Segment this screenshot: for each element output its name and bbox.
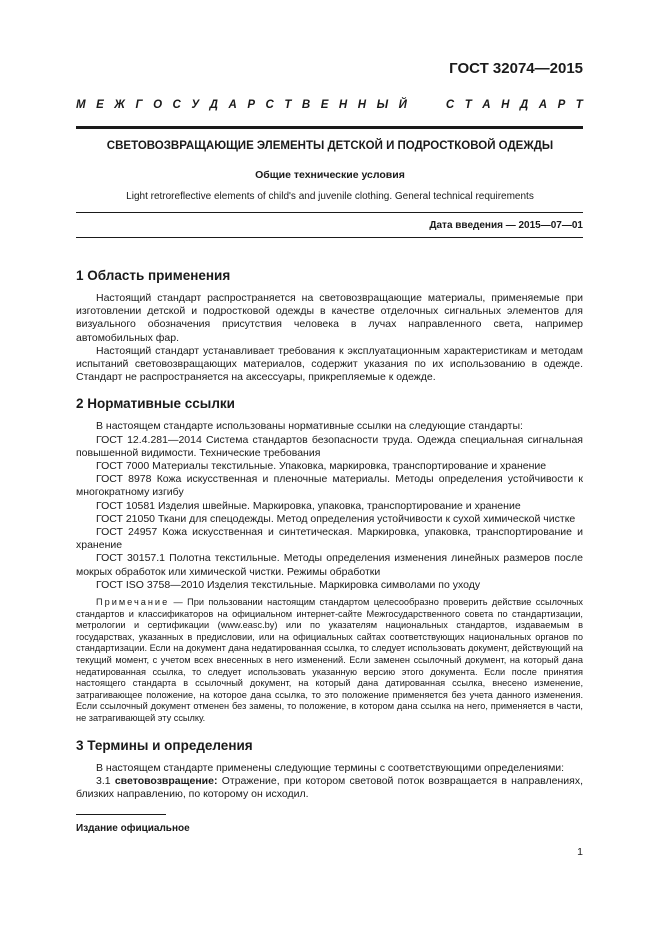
banner-letter: Т <box>575 99 583 111</box>
standard-number: ГОСТ 32074—2015 <box>449 60 583 77</box>
banner-letter: О <box>153 99 163 111</box>
banner-letter: У <box>191 99 200 111</box>
banner-letter: Н <box>501 99 510 111</box>
reference-item: ГОСТ 24957 Кожа искусственная и синтетическая. Маркировка, упаковка, транспортирование и хранение <box>76 526 583 552</box>
section-heading: 1 Область применения <box>76 268 231 283</box>
banner-letter: Г <box>135 99 143 111</box>
reference-item: ГОСТ 8978 Кожа искусственная и пленочные материалы. Методы определения устойчивости к многократному изгибу <box>76 473 583 499</box>
reference-item: ГОСТ 12.4.281—2014 Система стандартов безопасности труда. Одежда специальная сигнальная повышенной видимости. Технические требования <box>76 433 583 459</box>
banner-letter: Т <box>284 99 292 111</box>
banner-gap <box>417 99 435 111</box>
banner-letter: Т <box>464 99 472 111</box>
date-divider <box>76 237 583 238</box>
english-title: Light retroreflective elements of child's and juvenile clothing. General technical requirements <box>126 191 534 202</box>
paragraph: Настоящий стандарт устанавливает требования к эксплуатационным характеристикам и методам испытаний световозвращающих материалов, содержит указания по их использованию в одежде. Стандарт не распространяется на аксессуары, прикрепляемые к одежде. <box>76 344 583 384</box>
banner-letter: А <box>228 99 237 111</box>
paragraph: Настоящий стандарт распространяется на световозвращающие материалы, применяемые при изготовлении детской и подростковой одежды в качестве отделочных сигнальных элементов для визуального обозначения присутствия человека в лучах направленного света, например автомобильных фар. <box>76 292 583 344</box>
title-divider <box>76 212 583 213</box>
page-number: 1 <box>577 846 583 858</box>
banner-letter: Ж <box>114 99 125 111</box>
section-heading: 2 Нормативные ссылки <box>76 396 235 412</box>
paragraph: В настоящем стандарте использованы нормативные ссылки на следующие стандарты: <box>96 420 523 433</box>
footer-divider <box>76 814 166 815</box>
term-text: Отражение, при котором световой поток возвращается в направлениях, близких направлению, по которому он исходил. <box>76 774 583 800</box>
note-label: Примечание <box>96 597 170 608</box>
header-divider <box>76 126 583 129</box>
note-text: — При пользовании настоящим стандартом целесообразно проверить действие ссылочных стандартов и классификаторов на официальном интернет-сайте Межгосударственного совета по стандартизации, метрологии и сертификации (www.easc.by) или по указателям национальных стандартов, издаваемым в государствах, указанных в предисловии, или на официальных сайтах соответствующих национальных органов по стандартизации. Если на документ дана недатированная ссылка, то следует использовать документ, действующий на текущий момент, с учетом всех внесенных в него изменений. Если заменен ссылочный документ, на который дана недатированная ссылка, то следует использовать указанную версию этого документа. Если после принятия настоящего стандарта в ссылочный документ, на который дана датированная ссылка, внесено изменение, затрагивающее положение, на которое дана ссылка, то это положение применяется без учета данного изменения. Если ссылочный документ отменен без замены, то положение, в котором дана ссылка на него, применяется в части, не затрагивающей эту ссылку. <box>76 597 583 723</box>
reference-item: ГОСТ 10581 Изделия швейные. Маркировка, упаковка, транспортирование и хранение <box>96 499 521 512</box>
banner-letter: В <box>301 99 311 111</box>
banner-letter: Н <box>357 99 367 111</box>
banner-letter: С <box>172 99 181 111</box>
document-body <box>76 268 583 801</box>
edition-label: Издание официальное <box>76 823 190 834</box>
banner-letter: С <box>445 99 455 111</box>
banner-letter: Д <box>519 99 529 111</box>
document-subtitle: Общие технические условия <box>255 169 405 181</box>
banner-letter: Р <box>557 99 566 111</box>
banner-letter: А <box>482 99 491 111</box>
term-name: световозвращение: <box>114 774 218 787</box>
reference-item: ГОСТ 21050 Ткани для спецодежды. Метод определения устойчивости к сухой химической чистке <box>96 512 576 525</box>
banner-letter: Е <box>320 99 329 111</box>
paragraph: В настоящем стандарте применены следующие термины с соответствующими определениями: <box>96 761 565 774</box>
banner-letter: Ы <box>376 99 389 111</box>
banner-letter: А <box>538 99 548 111</box>
introduction-date: Дата введения — 2015—07—01 <box>429 220 583 231</box>
term-number: 3.1 <box>96 774 115 787</box>
reference-item: ГОСТ 7000 Материалы текстильные. Упаковка, маркировка, транспортирование и хранение <box>96 460 547 473</box>
banner-letter: Р <box>247 99 255 111</box>
reference-item: ГОСТ ISO 3758—2010 Изделия текстильные. Маркировка символами по уходу <box>96 578 481 591</box>
banner-letter: Е <box>96 99 104 111</box>
reference-item: ГОСТ 30157.1 Полотна текстильные. Методы определения изменения линейных размеров после мокрых обработок или химической чистки. Режимы обработки <box>76 552 583 578</box>
term-definition <box>76 775 583 801</box>
banner-letter: Й <box>398 99 407 111</box>
banner-letter: С <box>265 99 274 111</box>
banner-letter: Д <box>209 99 218 111</box>
note <box>76 597 583 725</box>
document-title: СВЕТОВОЗВРАЩАЮЩИЕ ЭЛЕМЕНТЫ ДЕТСКОЙ И ПОДРОСТКОВОЙ ОДЕЖДЫ <box>106 140 554 152</box>
interstate-standard-banner <box>76 99 583 111</box>
banner-letter: Н <box>338 99 348 111</box>
section-heading: 3 Термины и определения <box>76 737 253 753</box>
banner-letter: М <box>76 99 86 111</box>
